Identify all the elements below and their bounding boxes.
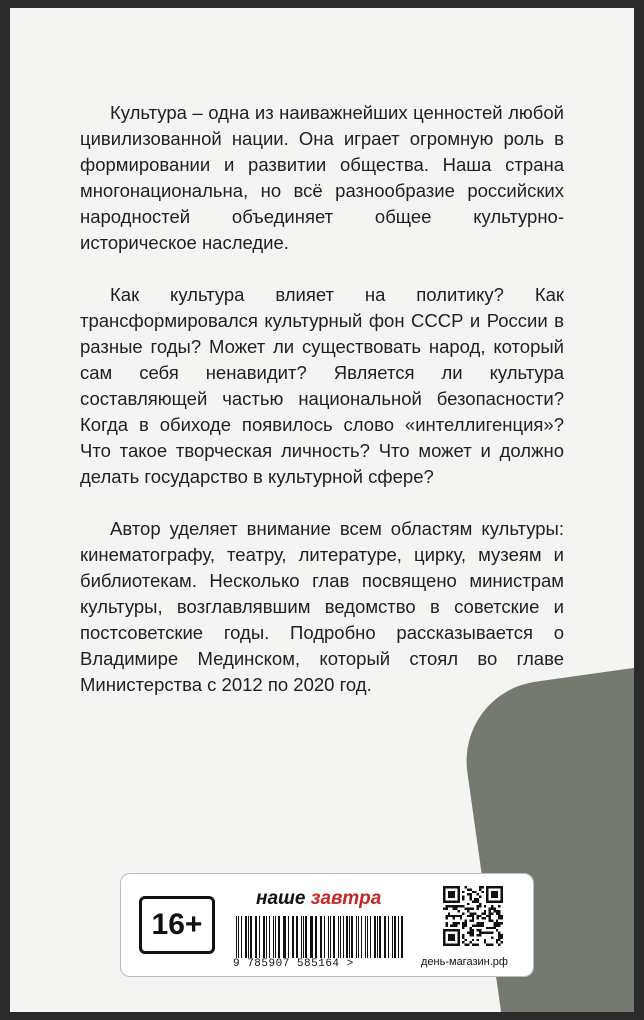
info-box: [120, 873, 534, 977]
barcode-icon: [236, 916, 404, 958]
website-link: день-магазин.рф: [421, 956, 508, 968]
paragraph-1: Культура – одна из наиважнейших ценностей любой цивилизованной нации. Она играет огромную роль в формировании и развитии общества. Наша страна многонациональна, но всё разнообразие российских народностей объединяет общее культурно-историческое наследие.: [80, 102, 564, 253]
annotation-text: [80, 100, 564, 724]
paragraph-2: Как культура влияет на политику? Как трансформировался культурный фон СССР и России в разные годы? Может ли существовать народ, который сам себя ненавидит? Является ли культура составляющей частью национальной безопасности? Когда в обиходе появилось слово «интеллигенция»? Что такое творческая личность? Что может и должно делать государство в культурной сфере?: [80, 284, 564, 487]
paragraph-3: Автор уделяет внимание всем областям культуры: кинематографу, театру, литературе, цирку, музеям и библиотекам. Несколько глав посвящено министрам культуры, возглавлявшим ведомство в советские и постсоветские годы. Подробно рассказывается о Владимире Мединском, который стоял во главе Министерства с 2012 по 2020 год.: [80, 518, 564, 695]
isbn-number: 9 785907 585164 >: [233, 958, 354, 970]
publisher-logo-part2: завтра: [310, 888, 382, 909]
qr-code-icon: [443, 886, 503, 946]
publisher-logo: [256, 888, 381, 910]
publisher-logo-part1: наше: [256, 888, 306, 909]
book-back-cover: [10, 8, 634, 1012]
age-rating-badge: 16+: [139, 896, 215, 954]
